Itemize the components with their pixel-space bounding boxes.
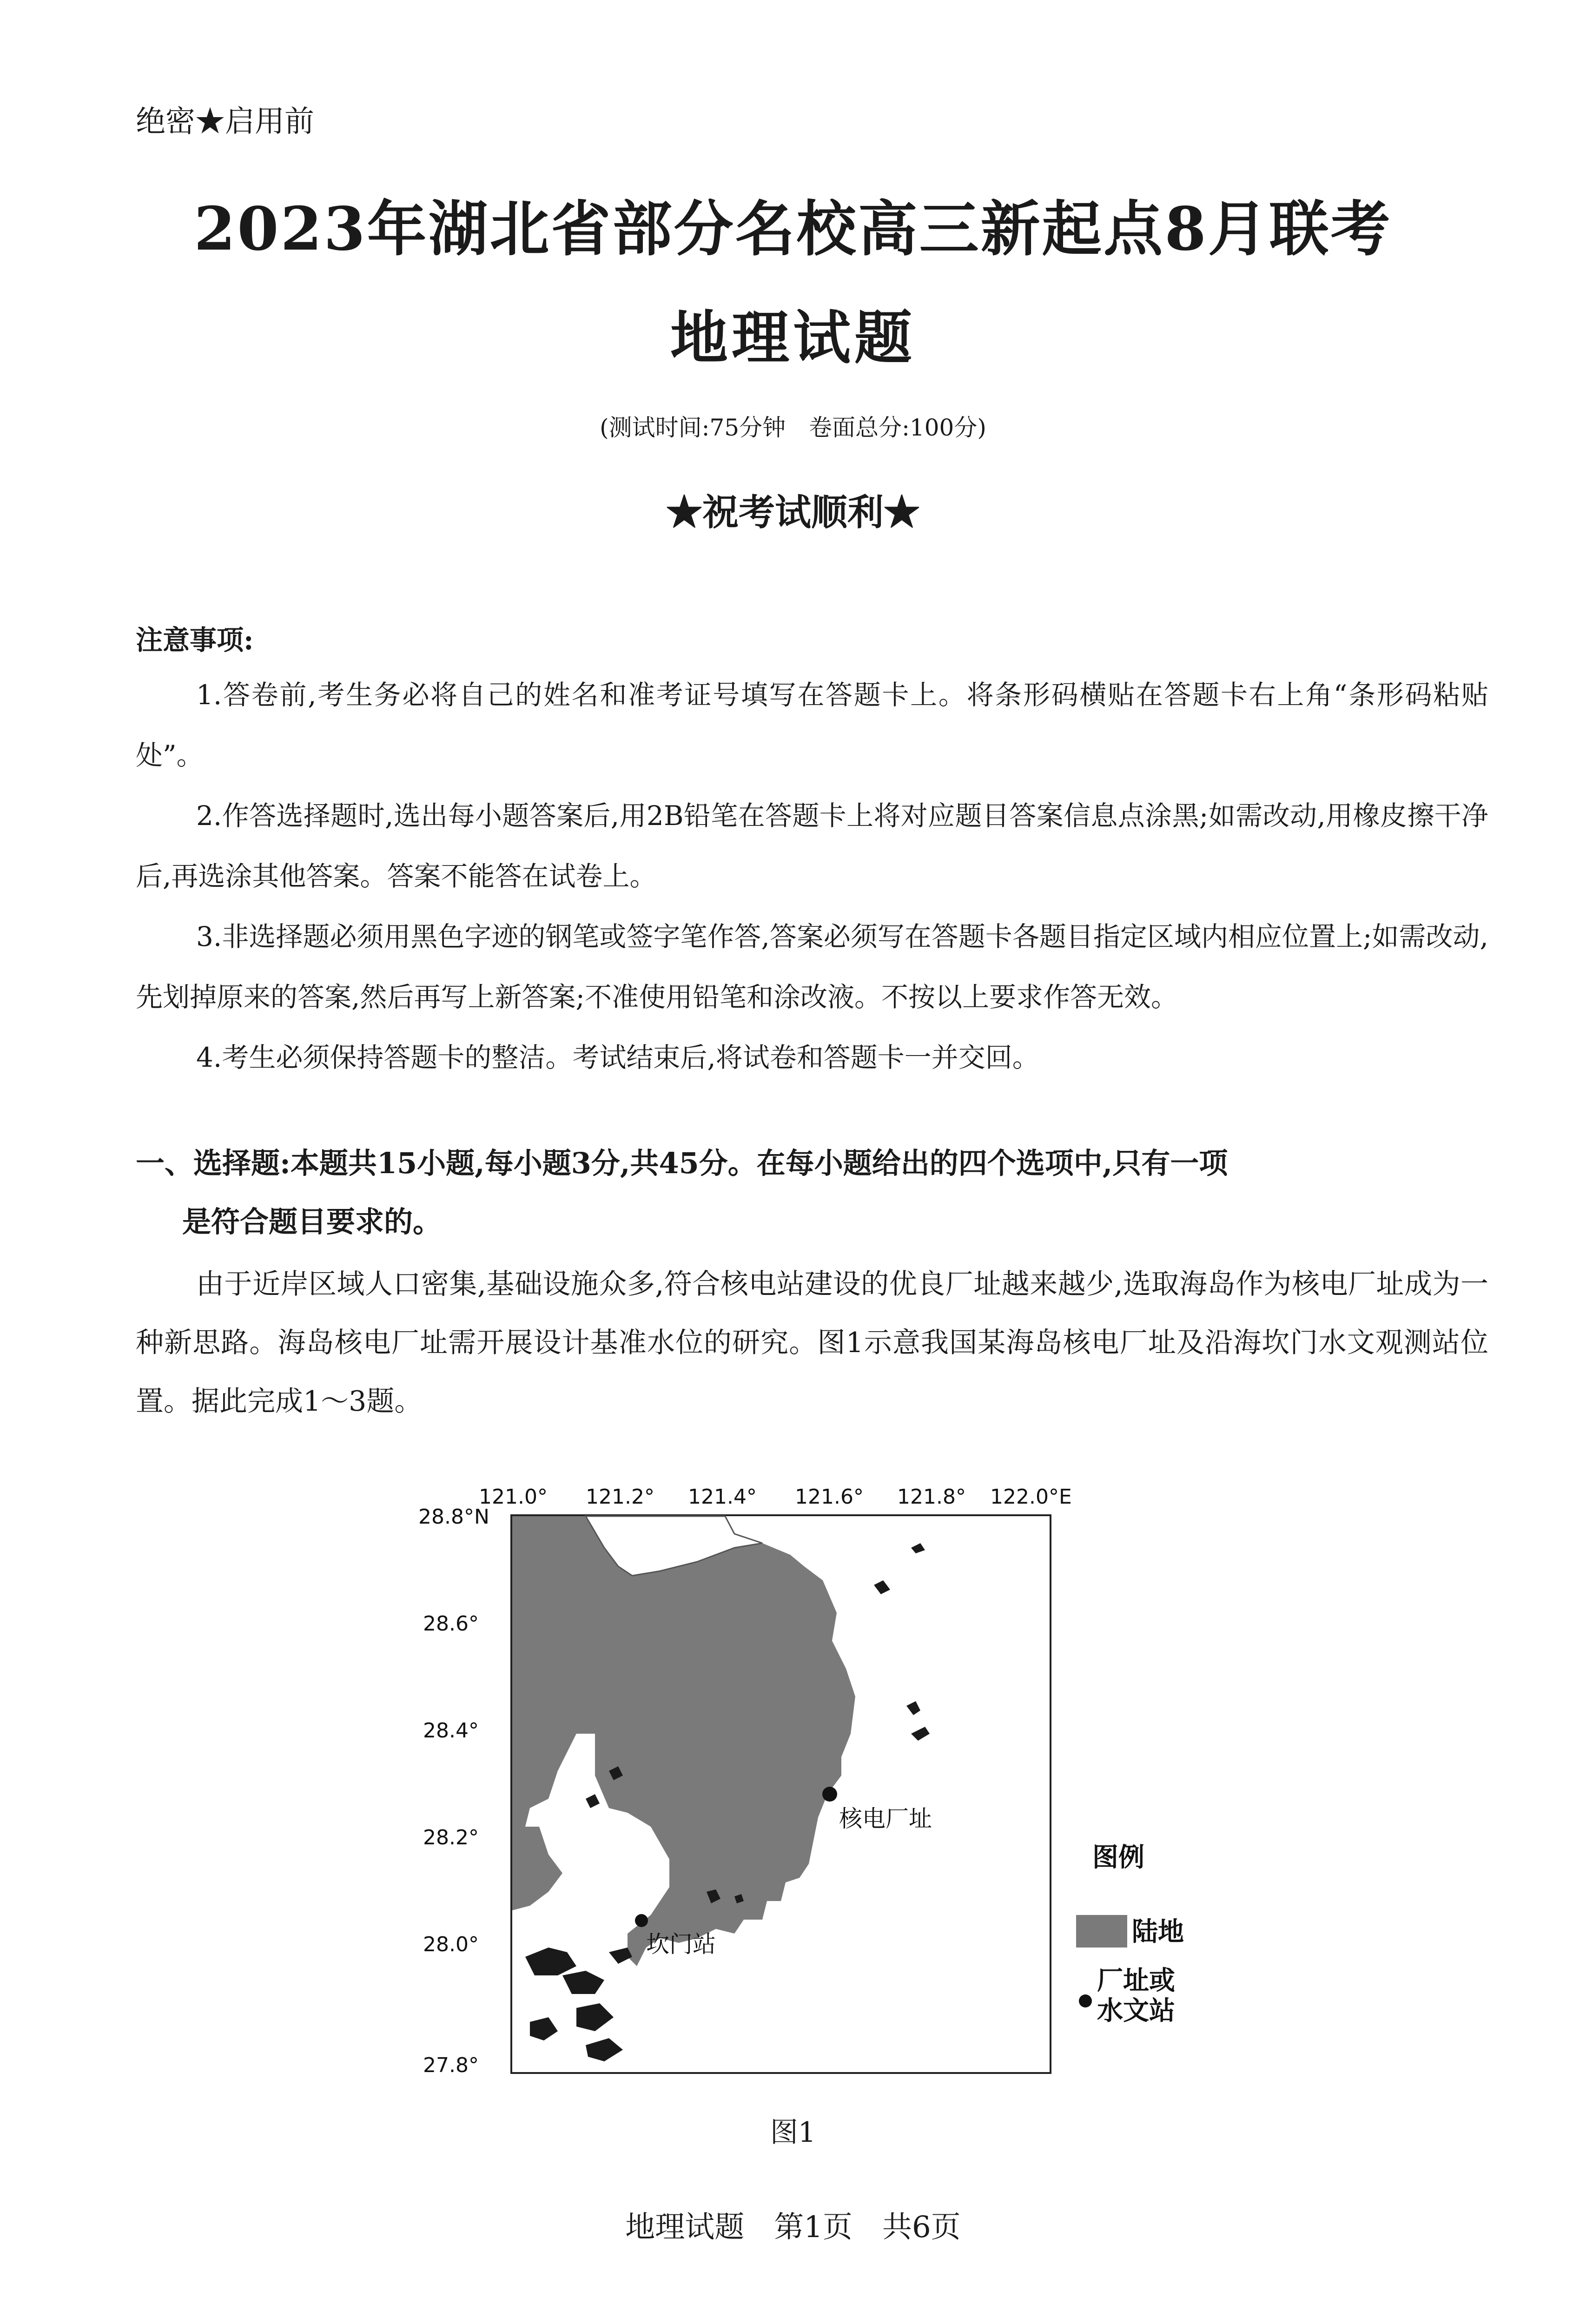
kanmen-station-label: 坎门站	[646, 1931, 716, 1958]
good-luck-line: ★祝考试顺利★	[666, 491, 920, 534]
nuclear-site-label: 核电厂址	[839, 1805, 932, 1832]
notice-heading: 注意事项:	[136, 624, 254, 656]
lat-label: 28.4°	[423, 1719, 479, 1743]
lat-label: 28.6°	[423, 1612, 479, 1636]
notice-item: 2.作答选择题时,选出每小题答案后,用2B铅笔在答题卡上将对应题目答案信息点涂黑;如需改动,用橡皮擦干净后,再选涂其他答案。答案不能答在试卷上。	[136, 800, 1488, 892]
lon-label: 121.8°	[897, 1485, 966, 1509]
legend-point-label: 厂址或	[1097, 1966, 1175, 1996]
lat-label: 28.0°	[423, 1933, 479, 1956]
figure-caption: 图1	[770, 2116, 816, 2149]
confidential-label: 绝密★启用前	[136, 105, 314, 139]
notice-list	[136, 665, 1488, 1088]
legend-point-label: 水文站	[1097, 1996, 1175, 2026]
lon-label: 121.4°	[688, 1485, 757, 1509]
legend-point-symbol	[1079, 1994, 1092, 2007]
notice-item: 3.非选择题必须用黑色字迹的钢笔或签字笔作答,答案必须写在答题卡各题目指定区域内相应位置上;如需改动,先划掉原来的答案,然后再写上新答案;不准使用铅笔和涂改液。不按以上要求作答无效。	[136, 921, 1488, 1013]
notice-item: 1.答卷前,考生务必将自己的姓名和准考证号填写在答题卡上。将条形码横贴在答题卡右上角“条形码粘贴处”。	[136, 679, 1488, 771]
lon-label: 121.6°	[795, 1485, 864, 1509]
section-heading	[136, 1134, 1493, 1251]
lat-label: 28.8°N	[418, 1505, 489, 1529]
legend-land-label: 陆地	[1132, 1917, 1184, 1947]
map-figure	[409, 1473, 1218, 2092]
lat-label: 28.2°	[423, 1826, 479, 1849]
exam-subject: 地理试题	[670, 304, 916, 372]
time-score-info: (测试时间:75分钟 卷面总分:100分)	[600, 414, 986, 441]
page-footer: 地理试题 第1页 共6页	[625, 2210, 961, 2245]
nuclear-site-point	[822, 1787, 837, 1802]
legend-title: 图例	[1092, 1842, 1144, 1873]
lon-label: 121.0°	[479, 1485, 548, 1509]
legend-land-swatch	[1076, 1915, 1127, 1948]
lon-label: 121.2°	[586, 1485, 654, 1509]
kanmen-station-point	[635, 1914, 648, 1927]
notice-item: 4.考生必须保持答题卡的整洁。考试结束后,将试卷和答题卡一并交回。	[196, 1042, 1039, 1073]
lat-label: 27.8°	[423, 2053, 479, 2077]
section-heading-line2: 是符合题目要求的。	[182, 1205, 442, 1239]
section-heading-line1: 一、选择题:本题共15小题,每小题3分,共45分。在每小题给出的四个选项中,只有一项	[136, 1146, 1228, 1180]
exam-title: 2023年湖北省部分名校高三新起点8月联考	[194, 194, 1392, 264]
question-passage: 由于近岸区域人口密集,基础设施众多,符合核电站建设的优良厂址越来越少,选取海岛作为核电厂址成为一种新思路。海岛核电厂址需开展设计基准水位的研究。图1示意我国某海岛核电厂址及沿海坎门水文观测站位置。据此完成1～3题。	[136, 1268, 1488, 1418]
lon-label: 122.0°E	[990, 1485, 1072, 1509]
